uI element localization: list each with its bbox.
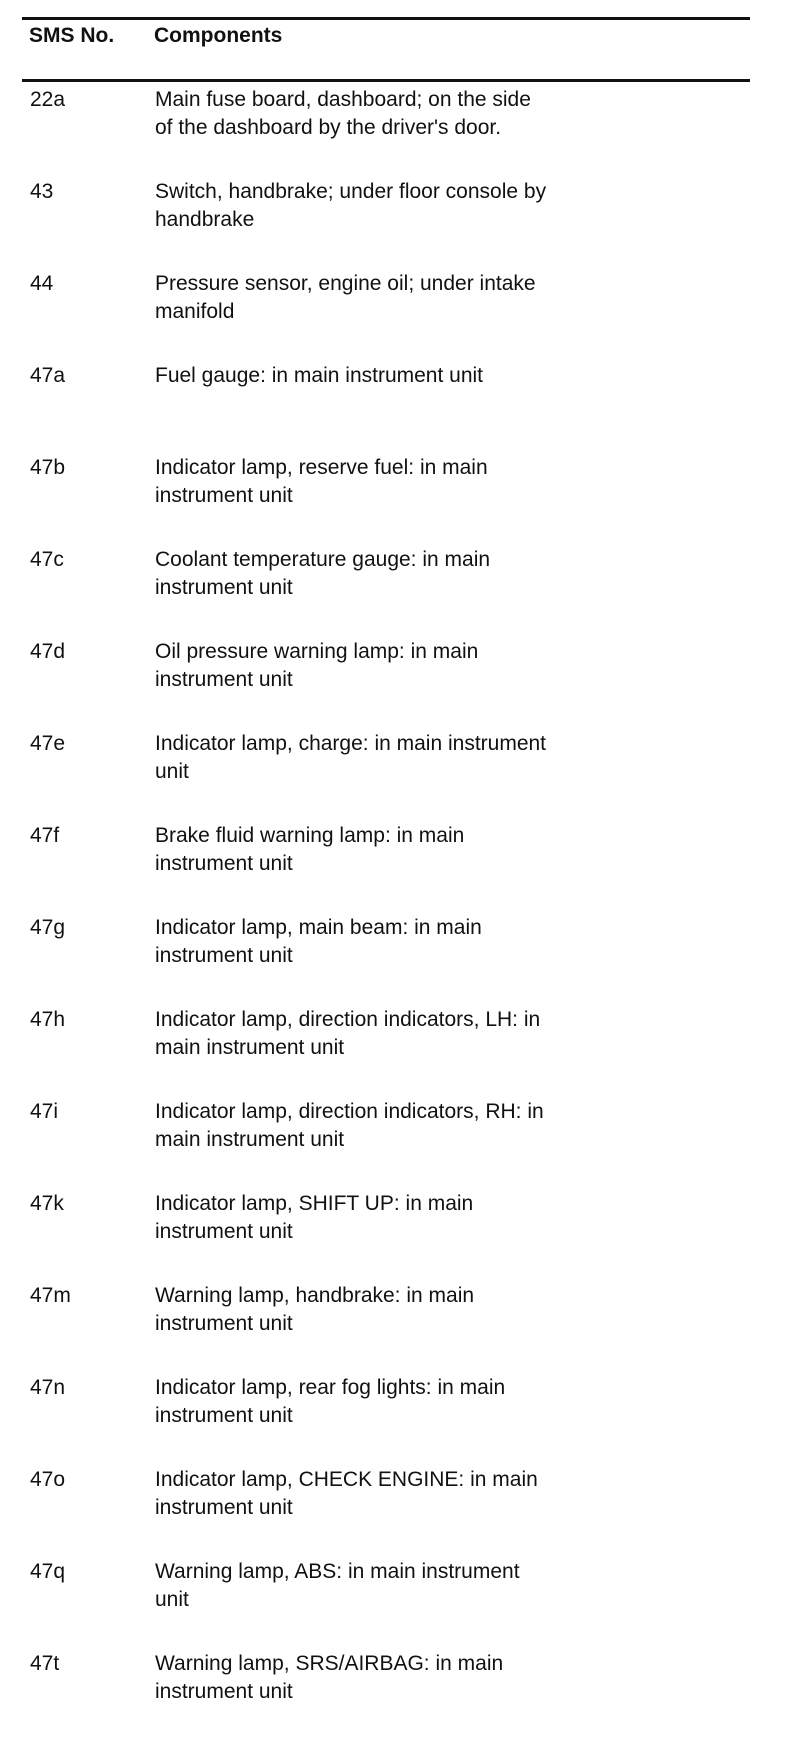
sms-number: 47d bbox=[30, 640, 66, 663]
sms-number: 47a bbox=[30, 364, 66, 387]
sms-number: 22a bbox=[30, 88, 66, 111]
component-description: Indicator lamp, direction indicators, RH: in main instrument unit bbox=[155, 1100, 544, 1151]
component-description: Oil pressure warning lamp: in main instrument unit bbox=[155, 640, 479, 691]
component-description: Indicator lamp, charge: in main instrument unit bbox=[155, 732, 547, 783]
table-row bbox=[0, 1650, 800, 1742]
component-description: Indicator lamp, direction indicators, LH: in main instrument unit bbox=[155, 1008, 541, 1059]
component-description: Warning lamp, ABS: in main instrument unit bbox=[155, 1560, 520, 1611]
component-description: Indicator lamp, CHECK ENGINE: in main instrument unit bbox=[155, 1468, 538, 1519]
component-description: Pressure sensor, engine oil; under intake manifold bbox=[155, 272, 536, 323]
table-row bbox=[0, 362, 800, 454]
component-description: Indicator lamp, main beam: in main instrument unit bbox=[155, 916, 482, 967]
header-rule bbox=[22, 79, 750, 82]
sms-number: 44 bbox=[30, 272, 54, 295]
sms-number: 47g bbox=[30, 916, 66, 939]
component-description: Warning lamp, SRS/AIRBAG: in main instrument unit bbox=[155, 1652, 504, 1703]
sms-number: 47m bbox=[30, 1284, 71, 1307]
component-description: Main fuse board, dashboard; on the side of the dashboard by the driver's door. bbox=[155, 88, 531, 139]
table-row bbox=[0, 1190, 800, 1282]
table-row bbox=[0, 178, 800, 270]
table-row bbox=[0, 454, 800, 546]
component-description: Warning lamp, handbrake: in main instrument unit bbox=[155, 1284, 475, 1335]
component-description: Brake fluid warning lamp: in main instrument unit bbox=[155, 824, 465, 875]
table-row bbox=[0, 822, 800, 914]
table-row bbox=[0, 1282, 800, 1374]
table-row bbox=[0, 1466, 800, 1558]
table-row bbox=[0, 86, 800, 178]
sms-number: 47q bbox=[30, 1560, 66, 1583]
sms-number: 47c bbox=[30, 548, 64, 571]
component-description: Indicator lamp, reserve fuel: in main instrument unit bbox=[155, 456, 488, 507]
sms-number: 47n bbox=[30, 1376, 66, 1399]
component-description: Indicator lamp, rear fog lights: in main instrument unit bbox=[155, 1376, 506, 1427]
component-description: Coolant temperature gauge: in main instrument unit bbox=[155, 548, 491, 599]
table-row bbox=[0, 914, 800, 1006]
sms-number: 47t bbox=[30, 1652, 60, 1675]
top-rule bbox=[22, 17, 750, 20]
table-row bbox=[0, 638, 800, 730]
table-body bbox=[0, 86, 800, 1742]
sms-number: 47k bbox=[30, 1192, 64, 1215]
table-header bbox=[0, 22, 800, 52]
table-row bbox=[0, 1006, 800, 1098]
table-row bbox=[0, 1098, 800, 1190]
component-description: Fuel gauge: in main instrument unit bbox=[155, 364, 484, 387]
header-components: Components bbox=[154, 24, 283, 47]
sms-number: 43 bbox=[30, 180, 54, 203]
header-sms-no: SMS No. bbox=[29, 24, 115, 47]
sms-number: 47b bbox=[30, 456, 66, 479]
sms-number: 47f bbox=[30, 824, 60, 847]
sms-number: 47e bbox=[30, 732, 66, 755]
component-description: Switch, handbrake; under floor console by handbrake bbox=[155, 180, 547, 231]
sms-number: 47o bbox=[30, 1468, 66, 1491]
table-row bbox=[0, 730, 800, 822]
sms-number: 47h bbox=[30, 1008, 66, 1031]
table-row bbox=[0, 270, 800, 362]
table-row bbox=[0, 1374, 800, 1466]
table-row bbox=[0, 546, 800, 638]
sms-number: 47i bbox=[30, 1100, 59, 1123]
component-description: Indicator lamp, SHIFT UP: in main instrument unit bbox=[155, 1192, 474, 1243]
table-row bbox=[0, 1558, 800, 1650]
